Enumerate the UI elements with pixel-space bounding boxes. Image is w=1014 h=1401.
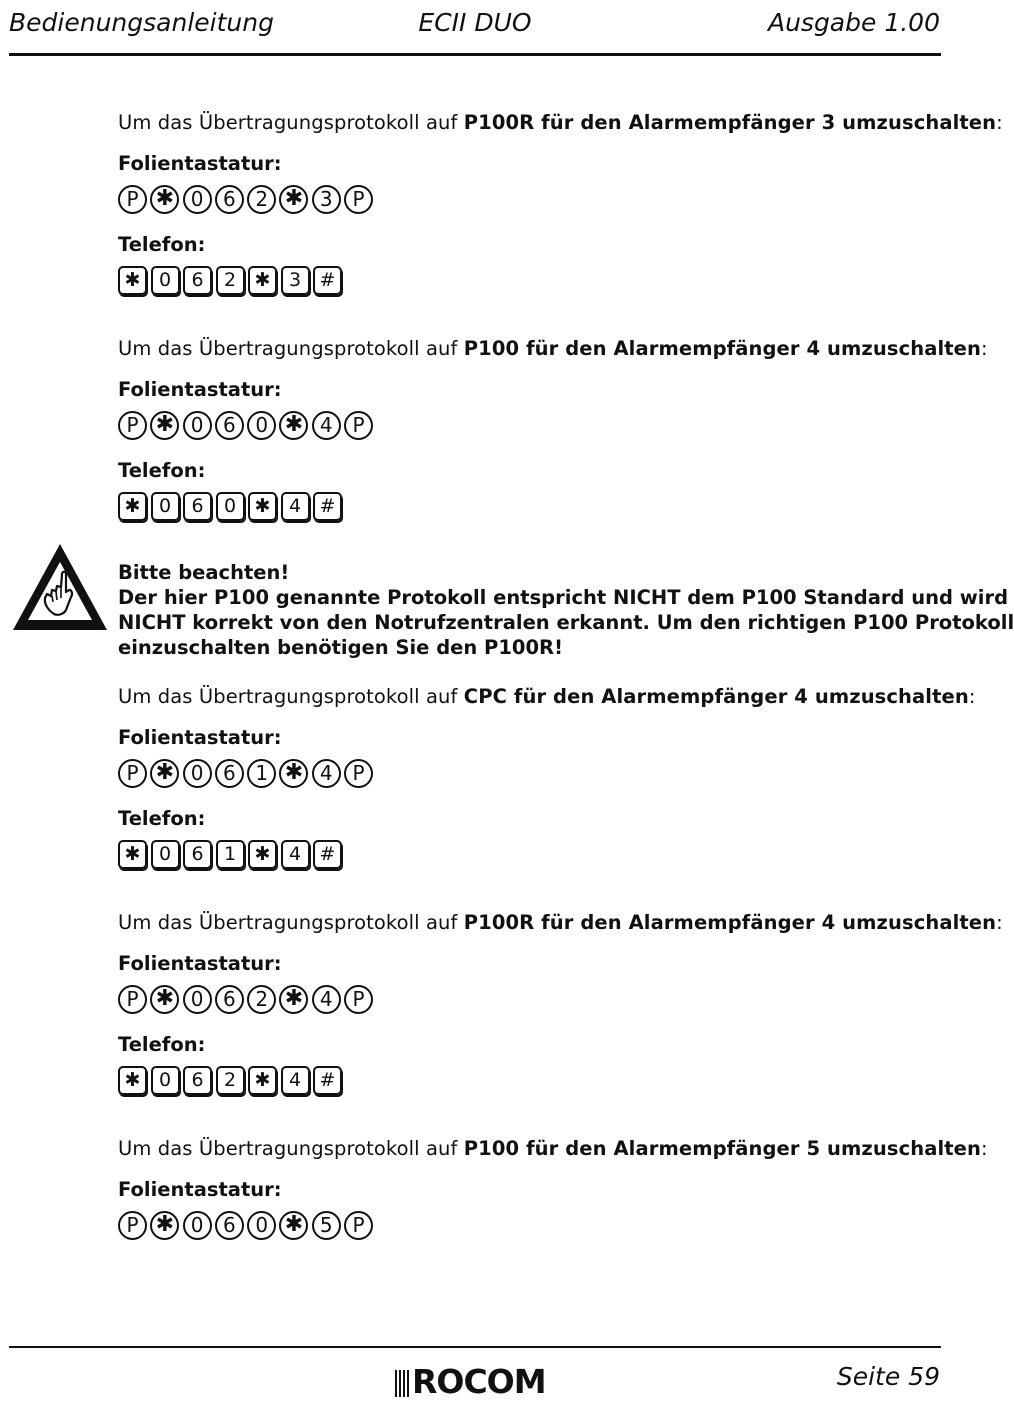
instruction-protocol: P100R für den Alarmempfänger 4 umzuschalten: [463, 911, 997, 934]
phone-key: 2: [216, 1066, 245, 1095]
phone-key: ✱: [118, 840, 147, 869]
instruction-protocol: P100 für den Alarmempfänger 5 umzuschalten: [463, 1137, 981, 1160]
phone-key: #: [313, 266, 342, 295]
membrane-key: 3: [312, 185, 341, 214]
membrane-key: P: [344, 985, 373, 1014]
instruction-text: [118, 108, 1003, 138]
spacer: [118, 312, 928, 334]
membrane-key: ✱: [150, 1211, 179, 1240]
membrane-key: 0: [183, 185, 212, 214]
spacer: [118, 538, 928, 560]
warning-note-line: Bitte beachten!: [118, 561, 290, 584]
membrane-key: ✱: [279, 759, 308, 788]
membrane-key: 6: [215, 185, 244, 214]
telefon-label: Telefon:: [118, 1033, 206, 1056]
phone-key: ✱: [118, 1066, 147, 1095]
membrane-key: P: [118, 759, 147, 788]
phone-key: ✱: [248, 1066, 277, 1095]
membrane-key: ✱: [150, 985, 179, 1014]
folientastatur-label: Folientastatur:: [118, 152, 282, 175]
page-header: [0, 0, 950, 56]
rocom-logo: [394, 1362, 558, 1401]
instruction-text: [118, 1134, 988, 1164]
header-rule: [9, 53, 941, 56]
warning-hand-icon: [10, 540, 110, 634]
rocom-logo-stripes-icon: [394, 1368, 412, 1398]
rocom-brand-text: ROCOM: [412, 1362, 546, 1401]
membrane-key: 0: [183, 985, 212, 1014]
membrane-key: P: [344, 185, 373, 214]
warning-note-line: Der hier P100 genannte Protokoll entspricht NICHT dem P100 Standard und wird: [118, 586, 1009, 609]
membrane-key: 6: [215, 759, 244, 788]
instruction-prefix: Um das Übertragungsprotokoll auf: [118, 337, 464, 360]
membrane-keypad-sequence: [118, 982, 928, 1016]
membrane-key: ✱: [150, 411, 179, 440]
membrane-key: 6: [215, 985, 244, 1014]
phone-key: #: [313, 1066, 342, 1095]
phone-key: 2: [216, 266, 245, 295]
instruction-suffix: :: [981, 1137, 988, 1160]
folientastatur-label: Folientastatur:: [118, 726, 282, 749]
instruction-suffix: :: [968, 685, 976, 708]
membrane-key: ✱: [150, 759, 179, 788]
instruction-suffix: :: [996, 911, 1003, 934]
phone-key: 4: [281, 1066, 310, 1095]
phone-key: 6: [183, 492, 212, 521]
membrane-key: 0: [247, 411, 276, 440]
phone-key-sequence: [118, 263, 928, 297]
instruction-protocol: P100 für den Alarmempfänger 4 umzuschalten: [463, 337, 981, 360]
phone-key: 4: [281, 840, 310, 869]
membrane-keypad-sequence: [118, 408, 928, 442]
telefon-label: Telefon:: [118, 459, 206, 482]
page-number: Seite 59: [836, 1362, 940, 1391]
membrane-key: 1: [247, 759, 276, 788]
phone-key-sequence: [118, 489, 928, 523]
membrane-key: P: [344, 759, 373, 788]
membrane-key: P: [118, 985, 147, 1014]
folientastatur-label: Folientastatur:: [118, 1178, 282, 1201]
spacer: [118, 1112, 928, 1134]
membrane-key: P: [118, 411, 147, 440]
folientastatur-label: Folientastatur:: [118, 952, 282, 975]
telefon-label: Telefon:: [118, 233, 206, 256]
phone-key: 1: [216, 840, 245, 869]
membrane-key: 4: [312, 985, 341, 1014]
header-edition: Ausgabe 1.00: [767, 8, 940, 37]
page-content: [118, 108, 1014, 1257]
membrane-key: P: [118, 1211, 147, 1240]
membrane-key: 0: [183, 759, 212, 788]
phone-key: 3: [281, 266, 310, 295]
instruction-prefix: Um das Übertragungsprotokoll auf: [118, 685, 464, 708]
phone-key: #: [313, 492, 342, 521]
phone-key: ✱: [248, 492, 277, 521]
instruction-prefix: Um das Übertragungsprotokoll auf: [118, 911, 464, 934]
membrane-key: 5: [312, 1211, 341, 1240]
header-manual-title: Bedienungsanleitung: [9, 8, 274, 37]
instruction-protocol: P100R für den Alarmempfänger 3 umzuschalten: [463, 111, 997, 134]
phone-key: ✱: [248, 840, 277, 869]
membrane-key: P: [118, 185, 147, 214]
membrane-keypad-sequence: [118, 756, 928, 790]
membrane-key: 4: [312, 759, 341, 788]
membrane-key: 0: [183, 1211, 212, 1240]
phone-key-sequence: [118, 1063, 928, 1097]
phone-key: #: [313, 840, 342, 869]
membrane-key: ✱: [279, 185, 308, 214]
warning-note-line: NICHT korrekt von den Notrufzentralen erkannt. Um den richtigen P100 Protokoll: [118, 611, 1014, 634]
phone-key: 6: [183, 1066, 212, 1095]
phone-key: 4: [281, 492, 310, 521]
instruction-text: [118, 908, 1003, 938]
membrane-keypad-sequence: [118, 1208, 928, 1242]
phone-key: 0: [151, 266, 180, 295]
spacer: [118, 886, 928, 908]
phone-key: 0: [216, 492, 245, 521]
warning-note-line: einzuschalten benötigen Sie den P100R!: [118, 636, 563, 659]
phone-key: ✱: [118, 492, 147, 521]
membrane-key: 4: [312, 411, 341, 440]
membrane-key: 2: [247, 985, 276, 1014]
phone-key: 0: [151, 492, 180, 521]
telefon-label: Telefon:: [118, 807, 206, 830]
instruction-text: [118, 334, 988, 364]
phone-key-sequence: [118, 837, 928, 871]
membrane-key: ✱: [279, 985, 308, 1014]
membrane-key: ✱: [279, 1211, 308, 1240]
footer-rule: [9, 1346, 941, 1348]
membrane-key: 2: [247, 185, 276, 214]
membrane-key: 6: [215, 411, 244, 440]
instruction-suffix: :: [981, 337, 988, 360]
membrane-key: P: [344, 411, 373, 440]
membrane-key: 0: [247, 1211, 276, 1240]
phone-key: 6: [183, 840, 212, 869]
phone-key: 6: [183, 266, 212, 295]
instruction-prefix: Um das Übertragungsprotokoll auf: [118, 1137, 464, 1160]
membrane-keypad-sequence: [118, 182, 928, 216]
membrane-key: ✱: [279, 411, 308, 440]
membrane-key: P: [344, 1211, 373, 1240]
membrane-key: 0: [183, 411, 212, 440]
folientastatur-label: Folientastatur:: [118, 378, 282, 401]
header-product-name: ECII DUO: [418, 8, 532, 37]
instruction-prefix: Um das Übertragungsprotokoll auf: [118, 111, 464, 134]
membrane-key: ✱: [150, 185, 179, 214]
instruction-suffix: :: [996, 111, 1003, 134]
instruction-protocol: CPC für den Alarmempfänger 4 umzuschalten: [463, 685, 969, 708]
warning-note: [118, 560, 1014, 660]
membrane-key: 6: [215, 1211, 244, 1240]
phone-key: 0: [151, 1066, 180, 1095]
phone-key: ✱: [118, 266, 147, 295]
instruction-text: [118, 682, 976, 712]
phone-key: ✱: [248, 266, 277, 295]
phone-key: 0: [151, 840, 180, 869]
